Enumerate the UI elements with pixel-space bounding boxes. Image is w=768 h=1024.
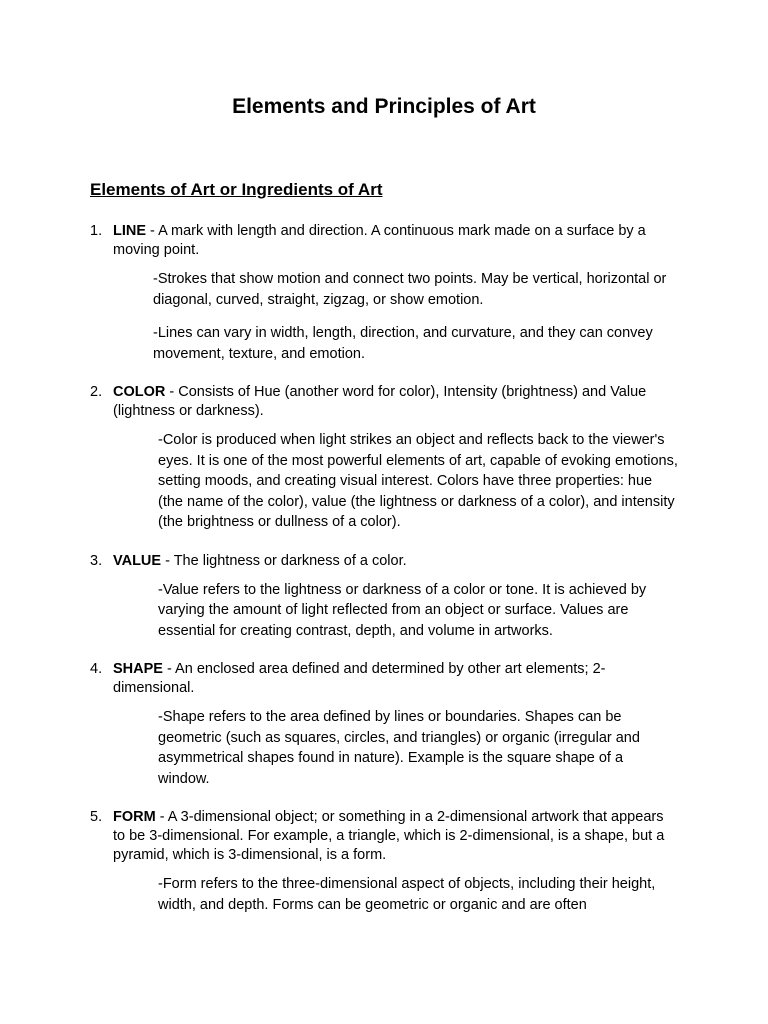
note-paragraph: -Lines can vary in width, length, direction, and curvature, and they can convey movement, texture, and emotion. <box>153 325 653 362</box>
definition-text: - Consists of Hue (another word for color), Intensity (brightness) and Value (lightness or darkness). <box>113 384 647 419</box>
section-heading: Elements of Art or Ingredients of Art <box>90 180 383 199</box>
term-label: COLOR <box>113 384 166 400</box>
list-item-line <box>90 222 690 364</box>
list-item-number: 2. <box>90 384 103 400</box>
document-title: Elements and Principles of Art <box>232 95 536 118</box>
list-item-shape <box>90 660 690 789</box>
term-label: LINE <box>113 223 147 239</box>
list-item-value <box>90 552 690 642</box>
list-item-definition <box>90 383 678 421</box>
definition-text: - A mark with length and direction. A continuous mark made on a surface by a moving point. <box>113 223 646 258</box>
list-item-definition <box>90 552 678 571</box>
list-item-form <box>90 808 690 915</box>
list-item-color <box>90 383 690 533</box>
definition-text: - The lightness or darkness of a color. <box>161 552 407 569</box>
term-label: VALUE <box>113 552 162 569</box>
note-paragraph: -Color is produced when light strikes an object and reflects back to the viewer's eyes. It is one of the most powerful elements of art, capable of evoking emotions, setting moods, and creating visual interest. Colors have three properties: hue (the name of the color), value (the lightness or darkness of a color), and intensity (the brightness or dullness of a color). <box>158 432 678 530</box>
list-item-number: 5. <box>90 809 103 825</box>
list-item-number: 3. <box>90 552 103 569</box>
definition-text: - A 3-dimensional object; or something in a 2-dimensional artwork that appears to be 3-dimensional. For example, a triangle, which is 2-dimensional, is a shape, but a pyramid, which is 3-dimensional, is a form. <box>113 809 665 863</box>
list-item-definition <box>90 660 678 698</box>
list-item-number: 1. <box>90 223 103 239</box>
note-paragraph: -Value refers to the lightness or darkness of a color or tone. It is achieved by varying the amount of light reflected from an object or surface. Values are essential for creating contrast, depth, and volume in artworks. <box>158 581 647 639</box>
list-item-number: 4. <box>90 661 103 677</box>
note-paragraph: -Strokes that show motion and connect two points. May be vertical, horizontal or diagonal, curved, straight, zigzag, or show emotion. <box>153 271 667 308</box>
definition-text: - An enclosed area defined and determined by other art elements; 2-dimensional. <box>113 661 606 696</box>
note-paragraph: -Form refers to the three-dimensional aspect of objects, including their height, width, and depth. Forms can be geometric or organic and are often <box>158 876 656 913</box>
list-item-definition <box>90 808 678 865</box>
term-label: FORM <box>113 809 156 825</box>
note-paragraph: -Shape refers to the area defined by lines or boundaries. Shapes can be geometric (such as squares, circles, and triangles) or organic (irregular and asymmetrical shapes found in nature). Example is the square shape of a window. <box>158 709 640 787</box>
list-item-definition <box>90 222 678 260</box>
term-label: SHAPE <box>113 661 163 677</box>
elements-list <box>90 222 690 915</box>
